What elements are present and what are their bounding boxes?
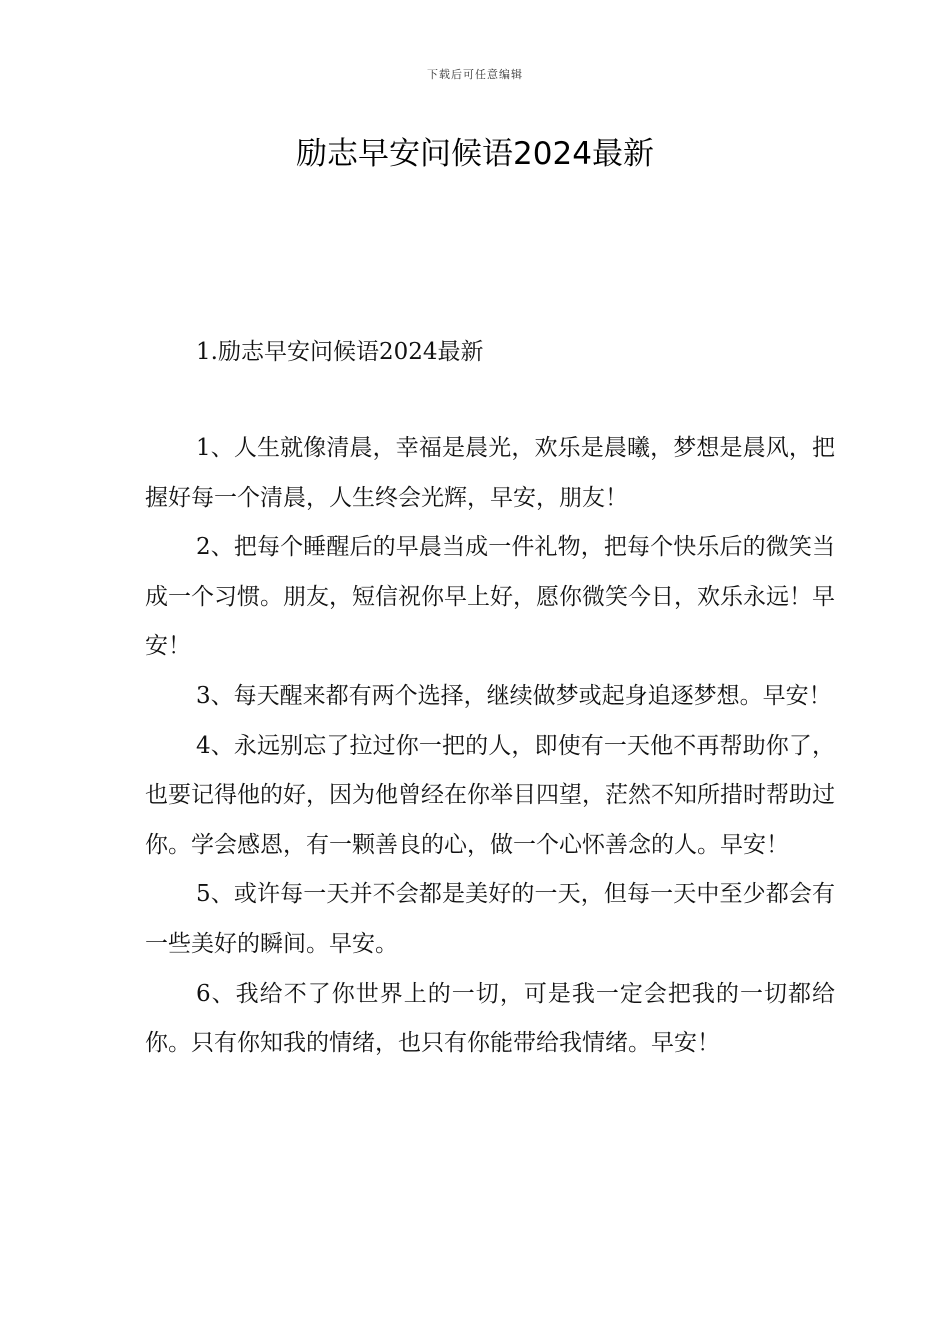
document-body xyxy=(145,424,835,1069)
paragraph: 2、把每个睡醒后的早晨当成一件礼物，把每个快乐后的微笑当成一个习惯。朋友，短信祝你早上好，愿你微笑今日，欢乐永远！早安！ xyxy=(145,534,835,660)
header-note: 下载后可任意编辑 xyxy=(427,68,523,81)
paragraph: 6、我给不了你世界上的一切，可是我一定会把我的一切都给你。只有你知我的情绪，也只有你能带给我情绪。早安！ xyxy=(145,980,835,1057)
section-heading: 1.励志早安问候语2024最新 xyxy=(196,339,484,365)
paragraph: 1、人生就像清晨，幸福是晨光，欢乐是晨曦，梦想是晨风，把握好每一个清晨，人生终会光辉，早安，朋友！ xyxy=(145,435,835,511)
document-title: 励志早安问候语2024最新 xyxy=(296,136,654,172)
paragraph: 5、或许每一天并不会都是美好的一天，但每一天中至少都会有一些美好的瞬间。早安。 xyxy=(145,881,835,957)
paragraph: 4、永远别忘了拉过你一把的人，即使有一天他不再帮助你了，也要记得他的好，因为他曾经在你举目四望，茫然不知所措时帮助过你。学会感恩，有一颗善良的心，做一个心怀善念的人。早安！ xyxy=(145,732,835,858)
paragraph: 3、每天醒来都有两个选择，继续做梦或起身追逐梦想。早安！ xyxy=(196,682,832,709)
